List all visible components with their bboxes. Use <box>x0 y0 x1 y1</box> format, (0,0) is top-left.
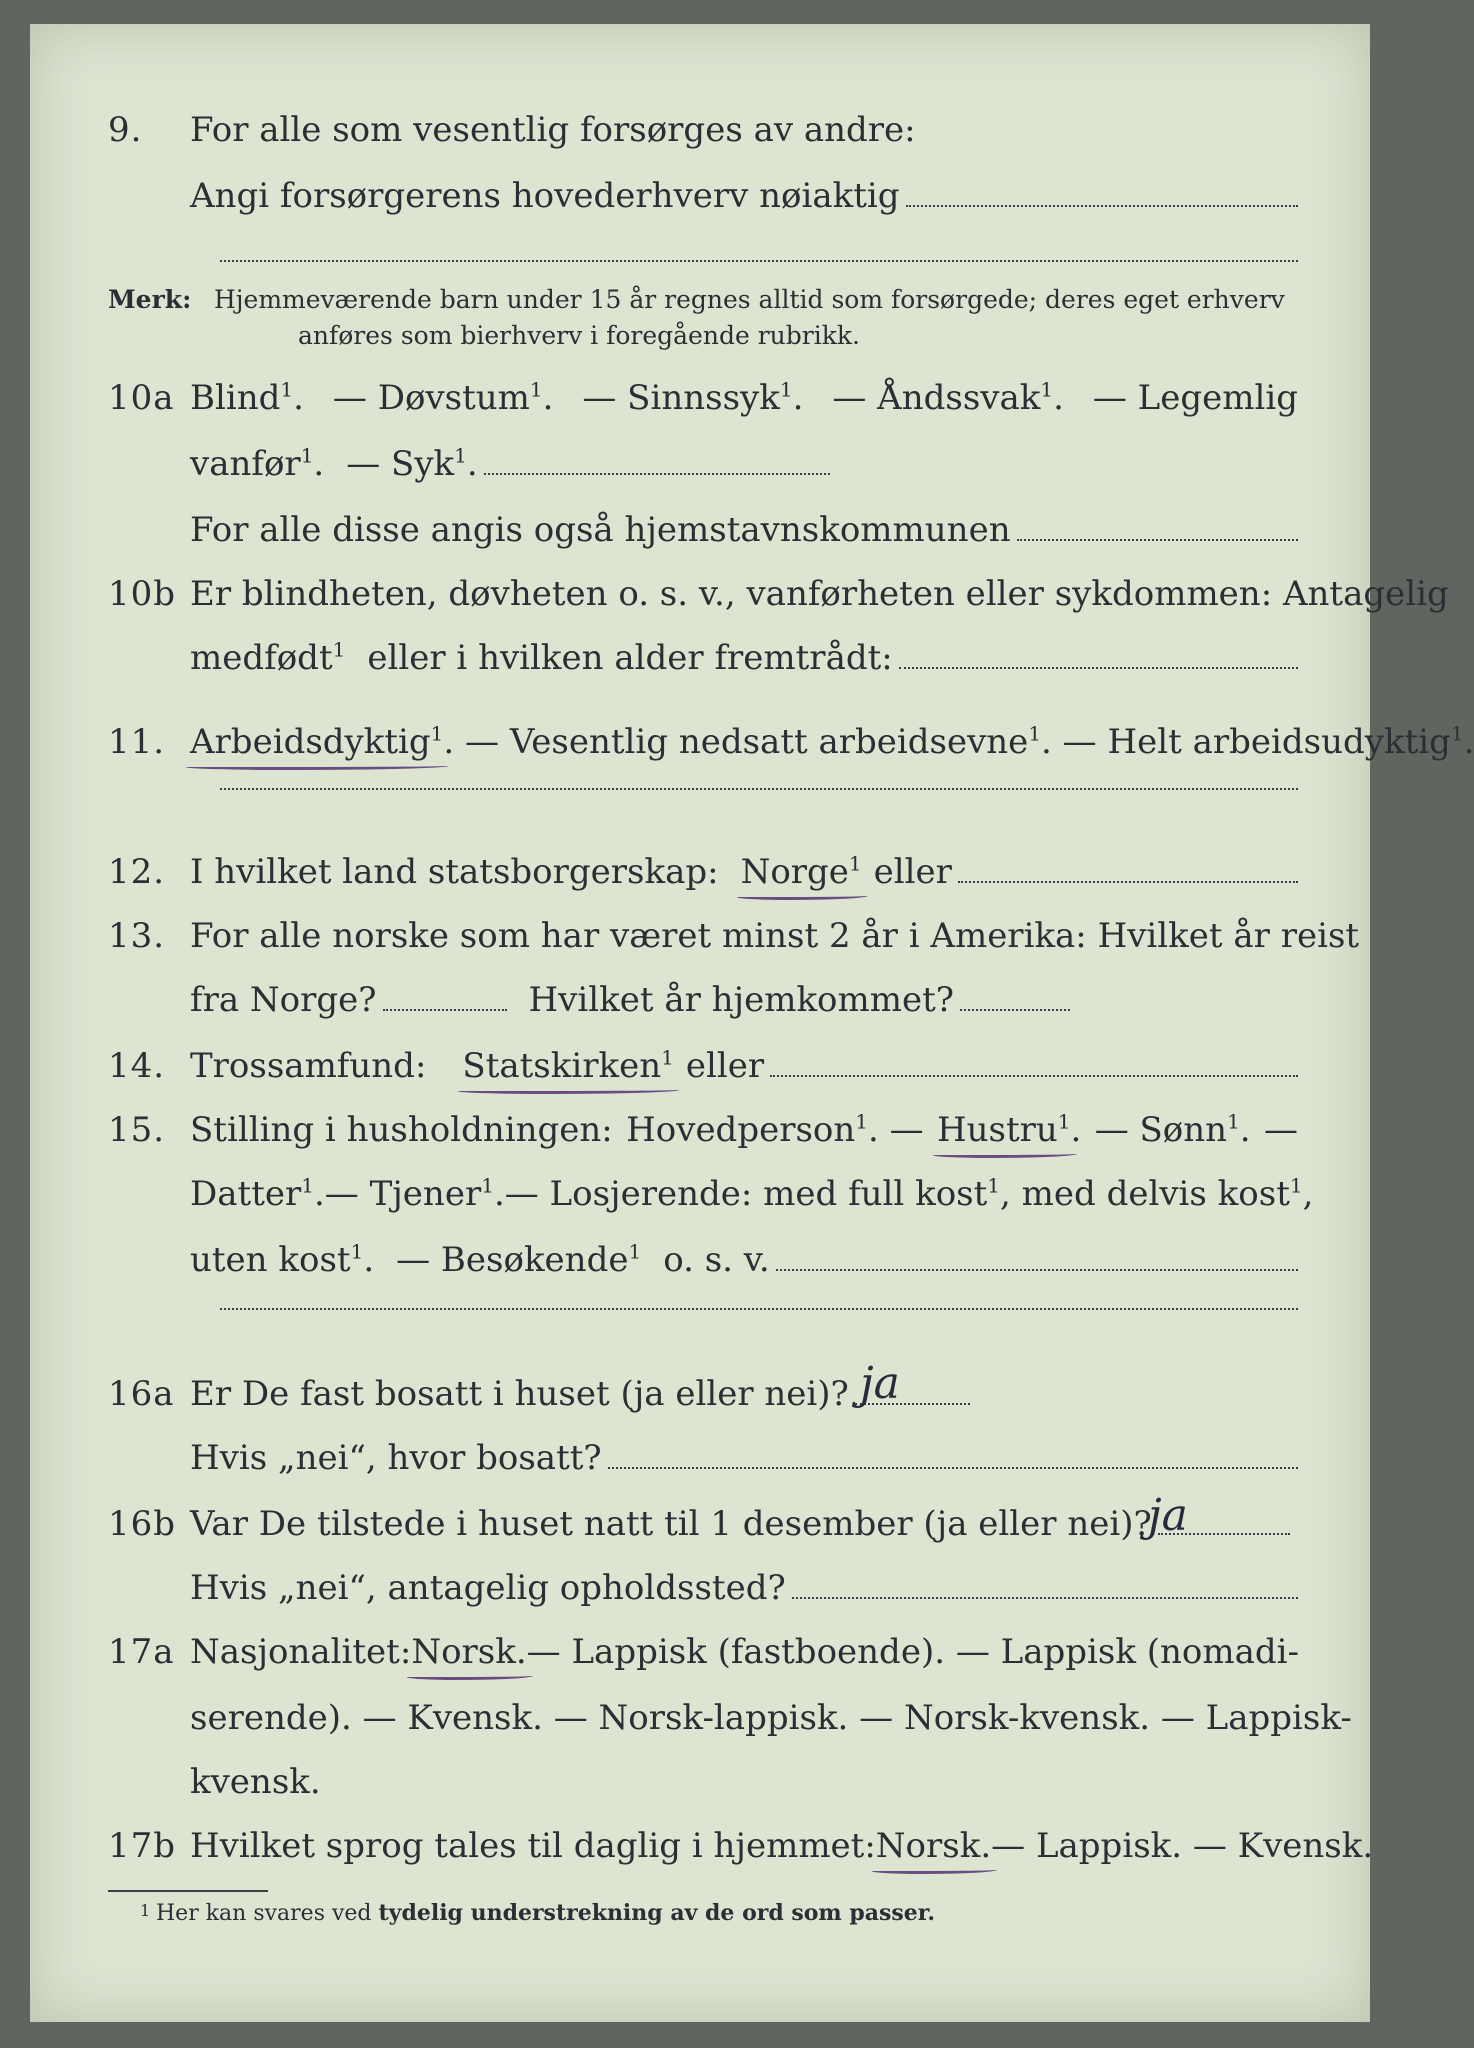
option-vanfor: vanfør$^1$. <box>190 443 325 484</box>
option-udyktig[interactable]: — Helt arbeidsudyktig$^1$. <box>1062 721 1474 762</box>
question-11: 11. Arbeidsdyktig$^1$ . — Vesentlig nedsatt arbeidsevne$^1$. — Helt arbeidsudyktig$^1$. <box>30 712 1370 772</box>
answer-line[interactable] <box>608 1467 1298 1469</box>
question-16b-line-2 <box>30 1558 1370 1618</box>
question-number: 9. <box>108 110 143 150</box>
question-number: 17b <box>108 1826 177 1866</box>
answer-line[interactable] <box>770 1075 1298 1077</box>
question-text: Hvis „nei“, hvor bosatt? <box>190 1438 602 1478</box>
question-text: For alle norske som har været minst 2 år i Amerika: Hvilket år reist <box>190 916 1360 956</box>
question-17a-line-2 <box>30 1688 1370 1748</box>
question-number: 10a <box>108 378 175 418</box>
question-text: Hvis „nei“, antagelig opholdssted? <box>190 1568 786 1608</box>
question-number: 13. <box>108 916 166 956</box>
note-label: Merk: <box>108 285 192 314</box>
question-10b-line-2 <box>30 628 1370 688</box>
answer-line[interactable] <box>792 1597 1298 1599</box>
question-17b <box>30 1816 1374 1876</box>
question-17a <box>30 1622 1370 1682</box>
answer-line[interactable] <box>220 260 1298 262</box>
question-16a-line-2 <box>30 1428 1370 1488</box>
question-number: 14. <box>108 1046 166 1086</box>
question-text: Hvilket år hjemkommet? <box>528 980 955 1020</box>
question-9-line-2 <box>30 166 1370 226</box>
question-10b <box>30 564 1449 624</box>
option-dovstum: — Døvstum$^1$. <box>332 377 554 418</box>
question-number: 15. <box>108 1110 166 1150</box>
question-9 <box>30 100 1370 160</box>
option-medfodt: medfødt$^1$ <box>190 637 346 678</box>
option-norsk-underlined[interactable]: Norsk. <box>876 1816 991 1876</box>
option-nedsatt[interactable]: — Vesentlig nedsatt arbeidsevne$^1$. <box>465 721 1063 762</box>
handwritten-answer: ja <box>1148 1490 1188 1541</box>
option-statskirken-underlined[interactable]: Statskirken$^1$ <box>462 1036 673 1096</box>
question-12 <box>30 842 1370 902</box>
footnote <box>140 1898 936 1929</box>
answer-line[interactable] <box>899 667 1298 669</box>
note-text: Hjemmeværende barn under 15 år regnes alltid som forsørgede; deres eget erhverv <box>214 285 1285 314</box>
answer-line[interactable] <box>383 1009 507 1011</box>
option-tjener[interactable]: — Tjener$^1$. <box>324 1173 505 1214</box>
answer-line[interactable] <box>906 205 1298 207</box>
handwritten-answer: ja <box>860 1358 900 1409</box>
option-norge-underlined[interactable]: Norge$^1$ <box>741 842 862 902</box>
question-number: 12. <box>108 852 166 892</box>
question-13 <box>30 906 1370 966</box>
option-lappisk[interactable]: — Lappisk (fastboende). — Lappisk (nomadi- <box>526 1632 1300 1672</box>
option-delvis-kost[interactable]: , med delvis kost$^1$, <box>1000 1173 1314 1214</box>
answer-line[interactable] <box>960 1009 1070 1011</box>
footnote-mark: 1 <box>140 1901 151 1920</box>
question-10a <box>30 368 1370 428</box>
option-sinnssyk: — Sinnssyk$^1$. <box>582 377 804 418</box>
option-losjerende-full-kost[interactable]: — Losjerende: med full kost$^1$ <box>504 1173 1001 1214</box>
question-16b <box>30 1490 1370 1554</box>
question-10a-line-2 <box>30 434 1370 494</box>
question-text: kvensk. <box>190 1762 321 1802</box>
question-text: Nasjonalitet: <box>190 1632 412 1672</box>
question-text: Er blindheten, døvheten o. s. v., vanførheten eller sykdommen: Antagelig <box>190 574 1449 614</box>
question-text: eller <box>873 852 952 892</box>
question-number: 10b <box>108 574 177 614</box>
question-15 <box>30 1100 1370 1160</box>
question-text: fra Norge? <box>190 980 377 1020</box>
note-text: anføres som bierhverv i foregående rubrikk. <box>298 321 860 350</box>
question-number: 16a <box>108 1374 175 1414</box>
question-15-line-3 <box>30 1230 1370 1290</box>
answer-line[interactable] <box>776 1269 1298 1271</box>
answer-line[interactable] <box>220 1308 1298 1310</box>
question-17a-line-3 <box>30 1752 1370 1812</box>
option-datter[interactable]: Datter$^1$. <box>190 1173 325 1214</box>
option-norsk-underlined[interactable]: Norsk. <box>411 1622 526 1682</box>
census-form-page <box>30 24 1474 2022</box>
question-text: Er De fast bosatt i huset (ja eller nei)? <box>190 1374 849 1414</box>
question-15-line-2 <box>30 1164 1370 1224</box>
question-text: For alle som vesentlig forsørges av andre: <box>190 110 916 150</box>
question-text: I hvilket land statsborgerskap: <box>190 852 719 892</box>
question-text: eller i hvilken alder fremtrådt: <box>367 638 893 678</box>
option-hustru[interactable]: Hustru$^1$. <box>937 1100 1081 1160</box>
question-text: eller <box>685 1046 765 1086</box>
question-number: 17a <box>108 1632 175 1672</box>
question-13-line-2 <box>30 970 1370 1030</box>
option-besokende[interactable]: — Besøkende$^1$ <box>396 1239 642 1280</box>
question-text: Trossamfund: <box>190 1046 427 1086</box>
option-andssvak: — Åndssvak$^1$. <box>832 377 1064 418</box>
answer-line[interactable] <box>220 788 1298 790</box>
question-text: Var De tilstede i huset natt til 1 desember (ja eller nei)? <box>190 1504 1152 1544</box>
answer-line[interactable] <box>484 473 830 475</box>
option-legemlig: — Legemlig <box>1092 378 1298 418</box>
option-arbeidsdyktig-underlined[interactable]: Arbeidsdyktig$^1$ <box>190 712 443 772</box>
footnote-bold-text: tydelig understrekning av de ord som passer. <box>378 1900 936 1926</box>
answer-line[interactable] <box>958 881 1298 883</box>
question-16a <box>30 1358 1370 1424</box>
option-sonn[interactable]: — Sønn$^1$. <box>1094 1109 1251 1150</box>
question-text: serende). — Kvensk. — Norsk-lappisk. — Norsk-kvensk. — Lappisk- <box>190 1698 1352 1738</box>
dash: — <box>1263 1110 1298 1150</box>
question-text: Stilling i husholdningen: <box>190 1110 613 1150</box>
option-blind: Blind$^1$. <box>190 377 304 418</box>
footnote-rule <box>108 1890 268 1892</box>
answer-line[interactable] <box>1017 539 1298 541</box>
question-10a-line-3 <box>30 500 1370 560</box>
option-syk: — Syk$^1$. <box>346 443 478 484</box>
question-text: Hvilket sprog tales til daglig i hjemmet: <box>190 1826 876 1866</box>
question-number: 16b <box>108 1504 177 1544</box>
question-text: For alle disse angis også hjemstavnskommunen <box>190 510 1011 550</box>
option-hovedperson[interactable]: Hovedperson$^1$. — <box>626 1109 924 1150</box>
question-number: 11. <box>108 722 166 762</box>
question-text: Angi forsørgerens hovederhverv nøiaktig <box>190 176 900 216</box>
footnote-text: Her kan svares ved <box>156 1901 372 1926</box>
question-text: o. s. v. <box>663 1240 770 1280</box>
option-uten-kost[interactable]: uten kost$^1$. <box>190 1239 375 1280</box>
option-lappisk-kvensk[interactable]: — Lappisk. — Kvensk. <box>991 1826 1374 1866</box>
question-14 <box>30 1036 1370 1096</box>
